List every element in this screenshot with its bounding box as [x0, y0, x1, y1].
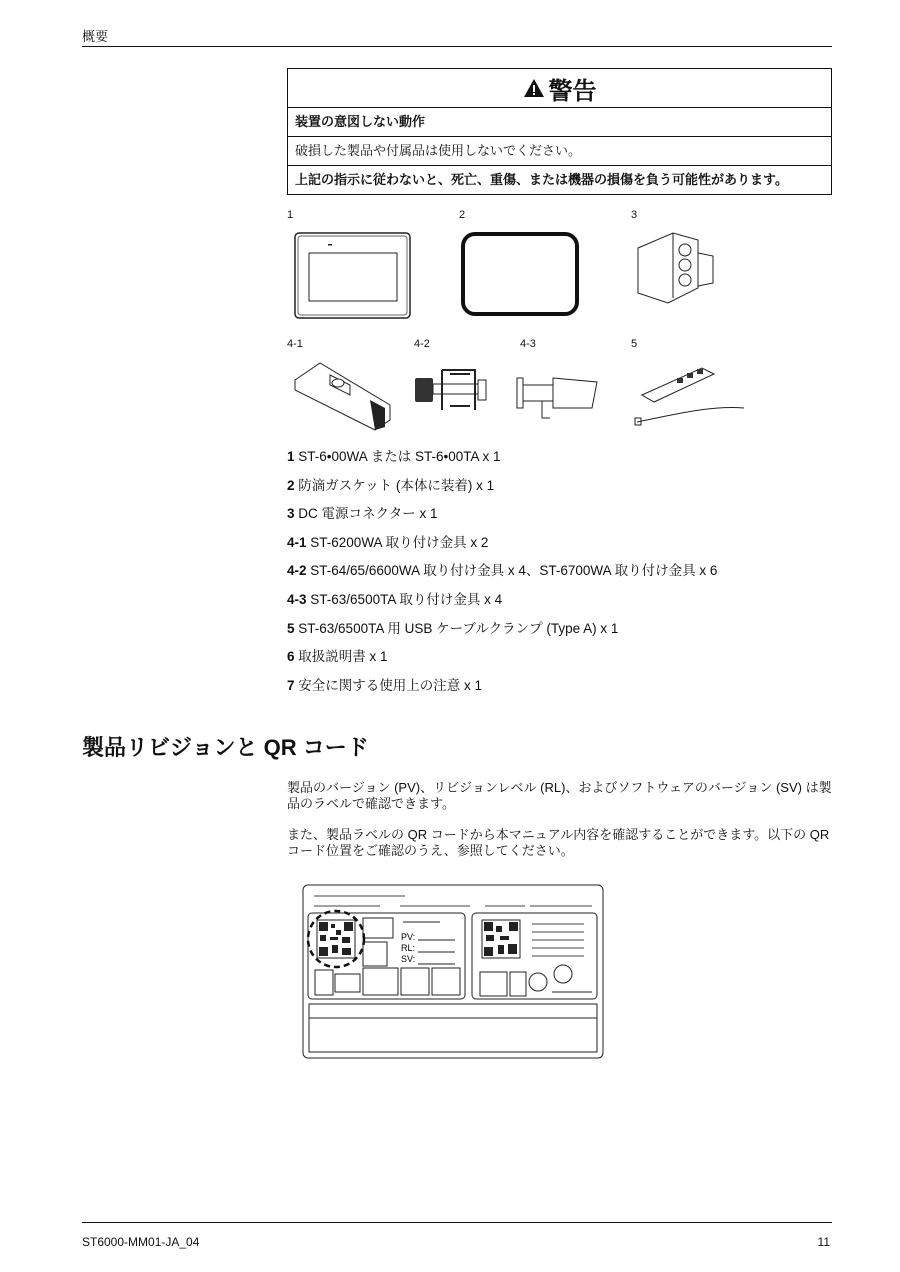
pv-label: PV: [401, 932, 416, 942]
contents-list [287, 447, 717, 704]
section-header: 概要 [82, 29, 109, 44]
warning-consequence: 上記の指示に従わないと、死亡、重傷、または機器の損傷を負う可能性があります。 [295, 172, 788, 187]
product-label-diagram [300, 882, 606, 1062]
figure-label: 4-1 [287, 338, 303, 350]
warning-subtitle: 装置の意図しない動作 [288, 108, 831, 137]
bracket-4-3-illustration [512, 370, 602, 425]
figure-label: 1 [287, 209, 294, 221]
dc-connector-illustration [628, 228, 728, 308]
list-item: 3 DC 電源コネクター x 1 [287, 506, 438, 522]
gasket-illustration [458, 228, 583, 320]
list-item: 1 ST-6•00WA または ST-6•00TA x 1 [287, 449, 501, 464]
list-item: 5 ST-63/6500TA 用 USB ケーブルクランプ (Type A) x 1 [287, 620, 619, 636]
list-item: 4-2 ST-64/65/6600WA 取り付け金具 x 4、ST-6700WA 取り付け金具 x 6 [287, 563, 718, 579]
list-item: 2 防滴ガスケット (本体に装着) x 1 [287, 477, 495, 493]
figure-label: 3 [631, 209, 638, 221]
paragraph: また、製品ラベルの QR コードから本マニュアル内容を確認することができます。以下の QR コード位置をご確認のうえ、参照してください。 [287, 827, 830, 858]
sv-label: SV: [401, 954, 416, 964]
footer-doc-id: ST6000-MM01-JA_04 [82, 1235, 200, 1249]
section-heading: 製品リビジョンと QR コード [82, 735, 369, 760]
warning-body: 破損した製品や付属品は使用しないでください。 [288, 137, 831, 166]
display-unit-illustration [290, 228, 415, 323]
warning-title-text: 警告 [548, 77, 597, 105]
list-item: 6 取扱説明書 x 1 [287, 649, 388, 665]
figure-label: 4-2 [414, 338, 430, 350]
list-item: 4-3 ST-63/6500TA 取り付け金具 x 4 [287, 591, 503, 607]
bracket-4-1-illustration [290, 355, 400, 435]
figure-label: 2 [459, 209, 466, 221]
rl-label: RL: [401, 943, 416, 953]
warning-box [287, 68, 832, 195]
list-item: 4-1 ST-6200WA 取り付け金具 x 2 [287, 534, 489, 550]
list-item: 7 安全に関する使用上の注意 x 1 [287, 677, 483, 693]
figure-label: 5 [631, 338, 638, 350]
figure-label: 4-3 [520, 338, 536, 350]
header-rule [82, 46, 832, 47]
usb-cable-clamp-illustration [632, 360, 747, 430]
footer-rule [82, 1222, 832, 1223]
paragraph: 製品のバージョン (PV)、リビジョンレベル (RL)、およびソフトウェアのバージョン (SV) は製品のラベルで確認できます。 [287, 780, 832, 811]
footer-page-number: 11 [817, 1235, 830, 1249]
warning-triangle-icon [523, 78, 545, 98]
warning-title [288, 69, 831, 108]
bracket-4-2-illustration [410, 360, 500, 420]
